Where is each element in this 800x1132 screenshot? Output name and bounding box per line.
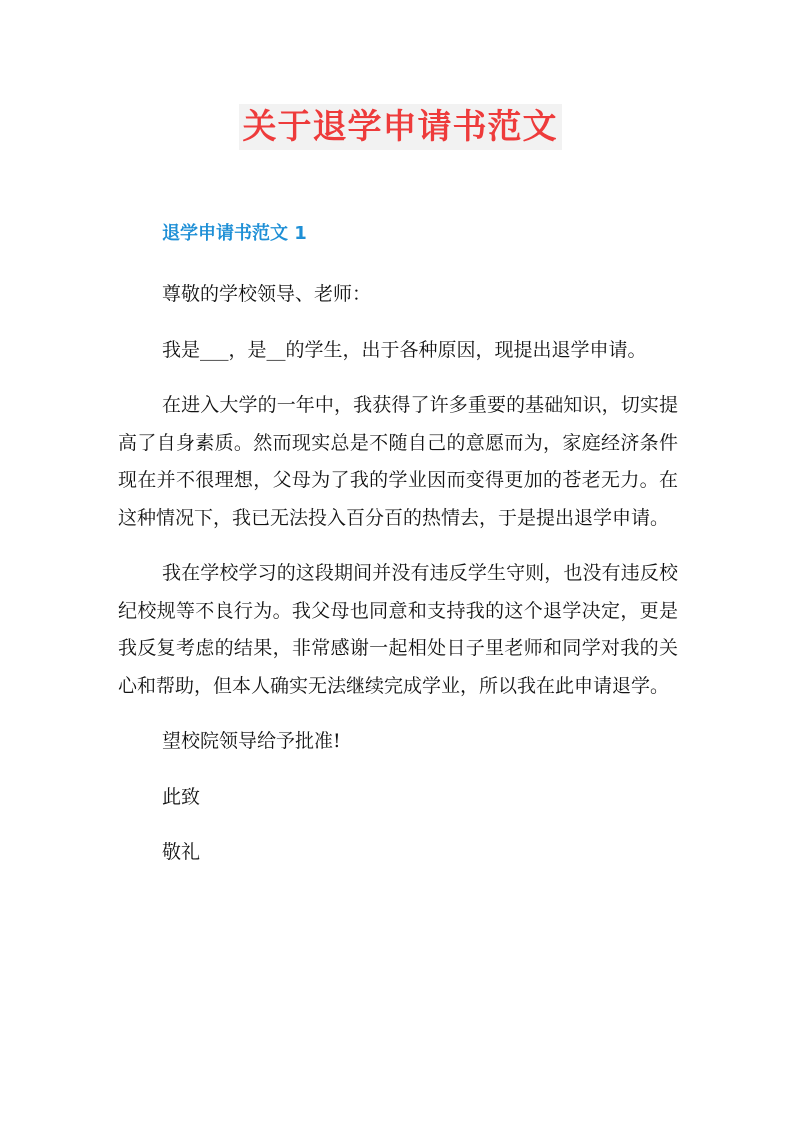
body-paragraph-2: 我在学校学习的这段期间并没有违反学生守则，也没有违反校纪校规等不良行为。我父母也同意和支持我的这个退学决定，更是我反复考虑的结果，非常感谢一起相处日子里老师和同学对我的关心和帮助，但本人确实无法继续完成学业，所以我在此申请退学。 — [118, 562, 678, 697]
salutation: 尊敬的学校领导、老师： — [162, 283, 372, 305]
closing-line-1: 此致 — [162, 785, 201, 808]
body-paragraph-1: 在进入大学的一年中，我获得了许多重要的基础知识，切实提高了自身素质。然而现实总是不随自己的意愿而为，家庭经济条件现在并不很理想，父母为了我的学业因而变得更加的苍老无力。在这种情况下，我已无法投入百分百的热情去，于是提出退学申请。 — [118, 394, 678, 529]
title-wrapper — [0, 104, 800, 150]
intro-line: 我是___，是__的学生，出于各种原因，现提出退学申请。 — [162, 338, 647, 361]
section-heading: 退学申请书范文 1 — [162, 223, 307, 244]
request-line: 望校院领导给予批准! — [162, 730, 341, 752]
document-title: 关于退学申请书范文 — [239, 104, 562, 150]
letter-body — [118, 276, 678, 890]
closing-line-2: 敬礼 — [162, 841, 201, 863]
